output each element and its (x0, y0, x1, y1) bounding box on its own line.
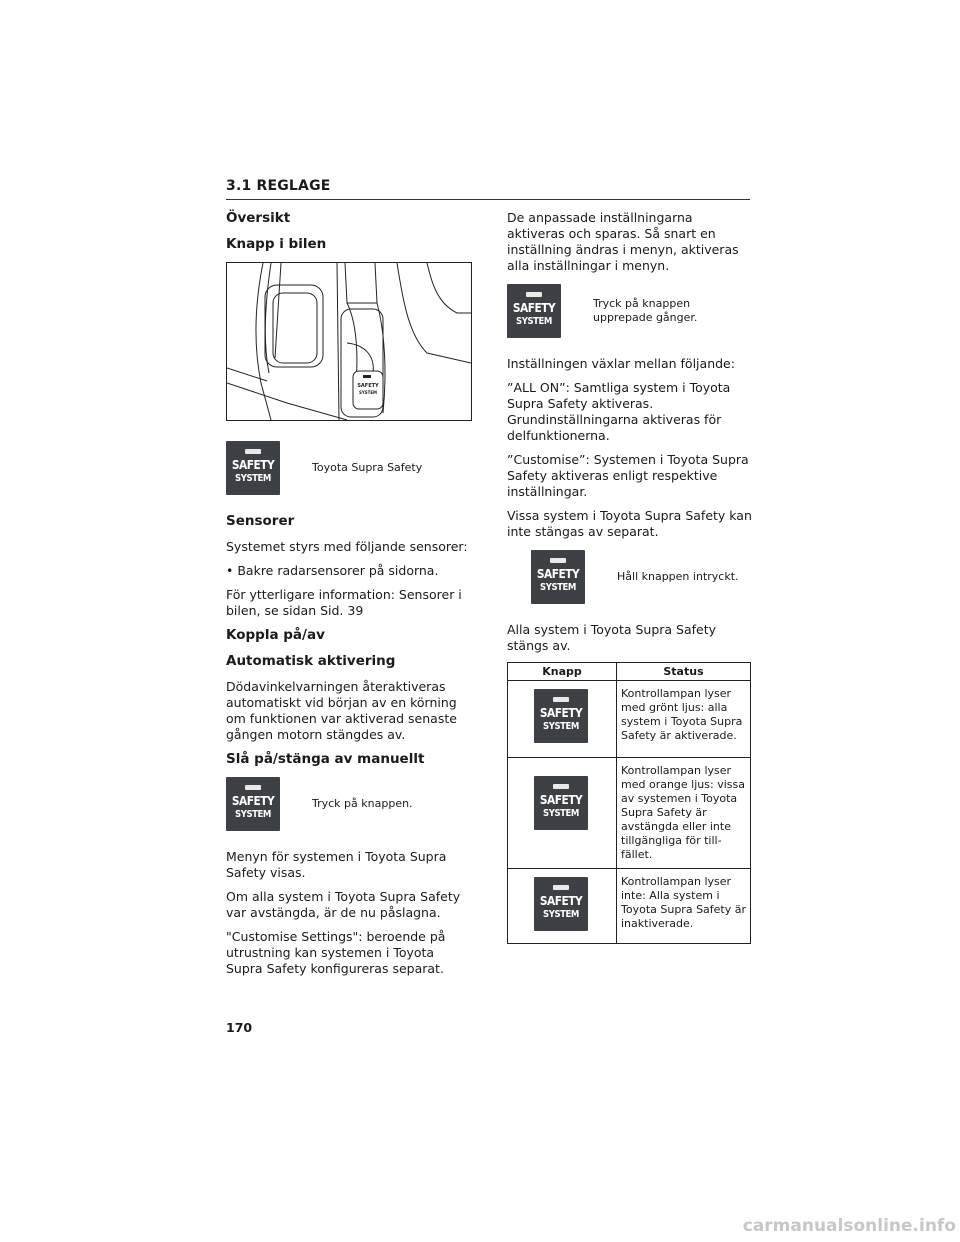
indicator-led (550, 558, 566, 563)
table-header-row (508, 663, 751, 681)
safety-button-figure (226, 441, 472, 495)
button-label-line2: SYSTEM (543, 721, 579, 732)
button-caption: Tryck på knappen. (312, 797, 413, 810)
console-illustration (226, 262, 472, 421)
button-label-line1: SAFETY (231, 793, 275, 808)
indicator-led (245, 449, 261, 454)
table-row (508, 758, 751, 869)
button-label-line2: SYSTEM (235, 809, 271, 820)
hold-button-figure (507, 550, 753, 604)
manual-heading: Slå på/stänga av manuellt (226, 751, 425, 767)
indicator-led (245, 785, 261, 790)
button-label-line1: SAFETY (539, 705, 583, 720)
table-header-button: Knapp (508, 663, 617, 681)
status-table (507, 662, 751, 944)
table-row (508, 869, 751, 944)
safety-system-button (534, 776, 588, 830)
left-column (226, 210, 472, 985)
safety-system-button (534, 689, 588, 743)
watermark: carmanualsonline.info (742, 1216, 956, 1236)
sensors-bullet: • Bakre radarsensorer på sidorna. (226, 563, 439, 578)
indicator-led (553, 697, 569, 702)
button-label-line1: SAFETY (512, 300, 556, 315)
sensors-intro: Systemet styrs med följande sensorer: (226, 539, 468, 554)
svg-text:SAFETY: SAFETY (357, 383, 379, 389)
button-in-car-heading: Knapp i bilen (226, 236, 327, 252)
all-systems-off-text: Alla system i Toyota Supra Safety stängs av. (507, 622, 717, 653)
auto-activation-heading: Automatisk aktivering (226, 653, 396, 669)
indicator-led (553, 885, 569, 890)
sensors-heading: Sensorer (226, 513, 295, 529)
button-label-line1: SAFETY (539, 792, 583, 807)
manual-button-figure (226, 777, 472, 831)
repeat-button-figure (507, 284, 753, 338)
button-label-line2: SYSTEM (235, 473, 271, 484)
auto-activation-text: Dödavinkelvarningen återaktiveras automatiskt vid början av en körning om funktionen var aktiverad senaste gången motorn stängdes av. (226, 679, 457, 742)
section-divider (226, 199, 750, 200)
table-row (508, 681, 751, 758)
indicator-led (553, 784, 569, 789)
all-on-text: ”ALL ON”: Samtliga system i Toyota Supra Safety aktiveras. Grundinställningarna aktiveras för delfunktionerna. (507, 380, 731, 443)
safety-system-button[interactable] (531, 550, 585, 604)
overview-heading: Översikt (226, 210, 291, 226)
status-text: Kontrollampan lyser med grönt ljus: alla system i Toyota Supra Safety är aktiverade. (617, 681, 751, 758)
page-number: 170 (226, 1020, 253, 1035)
button-label-line1: SAFETY (539, 893, 583, 908)
button-label-line2: SYSTEM (540, 582, 576, 593)
right-column (507, 210, 753, 944)
button-label-line1: SAFETY (536, 566, 580, 581)
safety-system-button (534, 877, 588, 931)
svg-text:SYSTEM: SYSTEM (358, 390, 378, 395)
status-text: Kontrollampan lyser inte: Alla system i Toyota Supra Safety är inaktiverade. (617, 869, 751, 944)
toggle-intro: Inställningen växlar mellan följande: (507, 356, 735, 371)
customise-settings-text: "Customise Settings": beroende på utrustning kan systemen i Toyota Supra Safety konfigureras separat. (226, 929, 446, 976)
button-caption: Toyota Supra Safety (312, 461, 423, 474)
status-text: Kontrollampan lyser med orange ljus: vissa av systemen i Toyota Supra Safety är avstängda eller inte tillgängliga för tillfället. (617, 758, 751, 869)
button-label-line2: SYSTEM (543, 909, 579, 920)
button-caption: Tryck på knappen upprepade gånger. (593, 297, 698, 324)
table-header-status: Status (617, 663, 751, 681)
console-drawing (227, 263, 471, 420)
button-label-line2: SYSTEM (516, 316, 552, 327)
button-caption: Håll knappen intryckt. (617, 570, 739, 583)
all-off-text: Om alla system i Toyota Supra Safety var avstängda, är de nu påslagna. (226, 889, 461, 920)
toggle-heading: Koppla på/av (226, 627, 325, 643)
safety-system-button[interactable] (226, 441, 280, 495)
sensors-reference: För ytterligare information: Sensorer i bilen, se sidan Sid. 39 (226, 587, 462, 618)
safety-system-button[interactable] (226, 777, 280, 831)
custom-settings-text: De anpassade inställningarna aktiveras och sparas. Så snart en inställning ändras i menyn, aktiveras alla inställningar i menyn. (507, 210, 739, 273)
customise-text: ”Customise”: Systemen i Toyota Supra Safety aktiveras enligt respektive inställningar. (507, 452, 749, 499)
safety-system-button[interactable] (507, 284, 561, 338)
separate-text: Vissa system i Toyota Supra Safety kan inte stängas av separat. (507, 508, 752, 539)
section-title: 3.1 REGLAGE (226, 178, 331, 194)
button-label-line1: SAFETY (231, 457, 275, 472)
menu-text: Menyn för systemen i Toyota Supra Safety visas. (226, 849, 447, 880)
button-label-line2: SYSTEM (543, 808, 579, 819)
indicator-led (526, 292, 542, 297)
